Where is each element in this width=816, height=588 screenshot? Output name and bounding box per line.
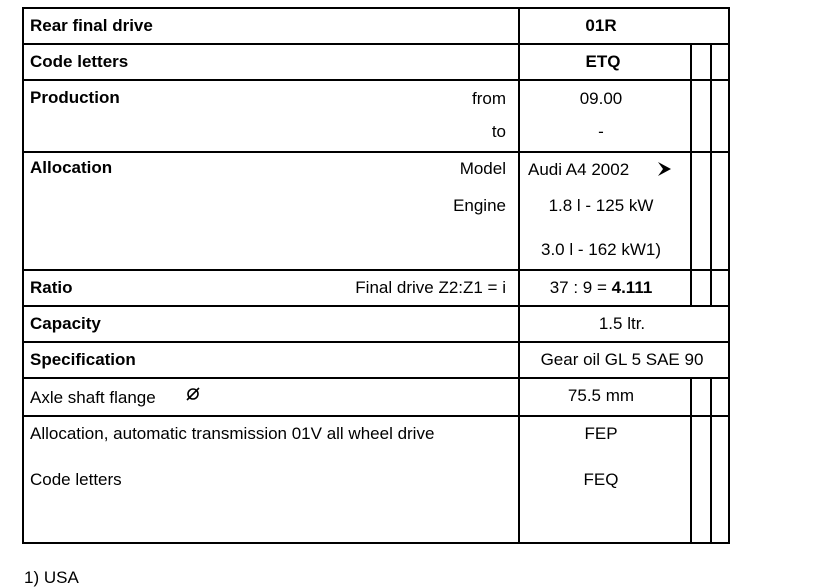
row-divider (24, 269, 728, 271)
allocation-engine-label: Engine (453, 196, 506, 215)
auto-transmission-code-label: Code letters (30, 470, 122, 489)
row-divider (24, 79, 728, 81)
ratio-value-result: 4.111 (611, 278, 653, 297)
axle-flange-value: 75.5 mm (567, 386, 635, 405)
allocation-model-value: Audi A4 2002 (528, 160, 630, 179)
column-divider (710, 43, 712, 271)
column-divider (690, 269, 692, 307)
capacity-label: Capacity (30, 314, 101, 333)
row-divider (24, 377, 728, 379)
ratio-value-prefix: 37 : 9 = (549, 278, 612, 297)
row-divider (24, 341, 728, 343)
auto-transmission-label: Allocation, automatic transmission 01V all wheel drive (30, 424, 435, 443)
ratio-formula-label: Final drive Z2:Z1 = i (355, 278, 506, 297)
ratio-label: Ratio (30, 278, 73, 297)
allocation-engine-value-2: 3.0 l - 162 kW1) (541, 240, 661, 259)
production-from-label: from (472, 89, 506, 108)
auto-transmission-value: FEP (584, 424, 618, 443)
table-title: Rear final drive (30, 16, 153, 35)
specification-value: Gear oil GL 5 SAE 90 (540, 350, 704, 369)
row-divider (24, 43, 728, 45)
allocation-engine-value-1: 1.8 l - 125 kW (548, 196, 654, 215)
allocation-model-label: Model (459, 159, 506, 178)
ratio-value (518, 278, 684, 298)
specification-label: Specification (30, 350, 136, 369)
drive-code: 01R (585, 16, 617, 35)
axle-flange-label: Axle shaft flange (30, 388, 156, 407)
arrow-right-icon (656, 161, 672, 177)
production-from-value: 09.00 (579, 89, 623, 108)
column-divider (710, 377, 712, 544)
row-divider (24, 305, 728, 307)
allocation-label: Allocation (30, 158, 113, 177)
column-divider (710, 269, 712, 307)
column-divider (690, 377, 692, 544)
capacity-value: 1.5 ltr. (598, 314, 646, 333)
diameter-icon (185, 386, 201, 402)
column-divider (690, 43, 692, 271)
production-to-value: - (598, 122, 604, 141)
rear-final-drive-table (22, 7, 730, 544)
production-to-label: to (491, 122, 506, 141)
code-letters-label: Code letters (30, 52, 129, 71)
code-letters-value: ETQ (585, 52, 621, 71)
row-divider (24, 151, 728, 153)
row-divider (24, 415, 728, 417)
footnote: 1) USA (24, 568, 79, 587)
production-label: Production (30, 88, 120, 107)
auto-transmission-code-value: FEQ (583, 470, 619, 489)
